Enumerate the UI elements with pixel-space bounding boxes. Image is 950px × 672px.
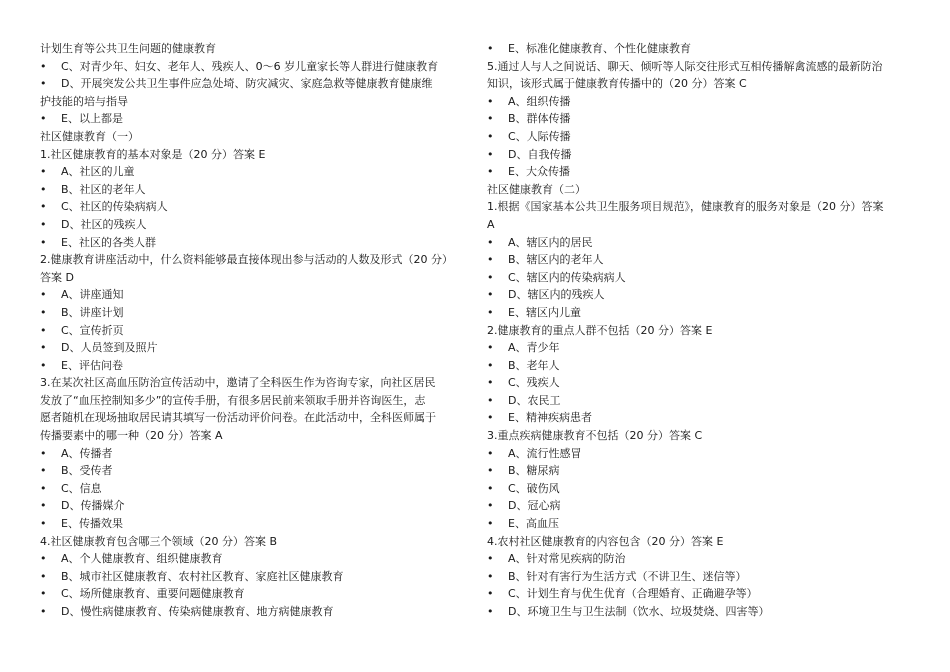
list-item-text: E、以上都是 [61, 112, 123, 126]
bullet-icon: • [487, 288, 494, 302]
bullet-icon: • [487, 253, 494, 267]
text-line: 2.健康教育的重点人群不包括（20 分）答案 E [487, 323, 713, 337]
list-item [487, 251, 915, 269]
list-item [40, 550, 465, 568]
list-item-text: A、组织传播 [508, 94, 571, 108]
list-item [40, 585, 465, 603]
list-item-text: E、社区的各类人群 [61, 235, 156, 249]
list-item [487, 409, 915, 427]
text-line: 计划生育等公共卫生问题的健康教育 [40, 42, 216, 55]
list-item-text: C、宣传折页 [61, 323, 124, 337]
list-item-text: B、针对有害行为生活方式（不讲卫生、迷信等） [508, 569, 747, 583]
bullet-icon: • [40, 464, 47, 478]
list-item-text: A、辖区内的居民 [508, 235, 593, 249]
bullet-icon: • [487, 569, 494, 583]
text-line: 3.重点疾病健康教育不包括（20 分）答案 C [487, 429, 703, 443]
list-item-text: B、群体传播 [508, 112, 571, 126]
bullet-icon: • [487, 517, 494, 531]
text-line: 发放了“血压控制知多少”的宣传手册，有很多居民前来领取手册并咨询医生，志 [40, 393, 426, 407]
list-item-text: B、讲座计划 [61, 305, 124, 319]
list-item [40, 497, 465, 515]
bullet-icon: • [487, 235, 494, 249]
bullet-icon: • [40, 569, 47, 583]
bullet-icon: • [487, 587, 494, 601]
list-item [487, 110, 915, 128]
bullet-icon: • [40, 552, 47, 566]
bullet-icon: • [40, 182, 47, 196]
list-item-text: A、流行性感冒 [508, 446, 582, 460]
list-item [40, 216, 465, 234]
bullet-icon: • [40, 165, 47, 179]
bullet-icon: • [40, 200, 47, 214]
bullet-icon: • [40, 323, 47, 337]
list-item-text: C、场所健康教育、重要问题健康教育 [61, 587, 245, 601]
list-item [487, 40, 915, 58]
text-line: 答案 D [40, 270, 74, 284]
list-item-text: C、辖区内的传染病病人 [508, 270, 626, 284]
list-item [487, 462, 915, 480]
list-item [487, 128, 915, 146]
list-item-text: C、破伤风 [508, 481, 560, 495]
list-item-text: D、社区的残疾人 [61, 217, 147, 231]
list-item [487, 603, 915, 621]
text-line: 3.在某次社区高血压防治宣传活动中，邀请了全科医生作为咨询专家，向社区居民 [40, 376, 436, 390]
text-line: 1.社区健康教育的基本对象是（20 分）答案 E [40, 147, 266, 161]
bullet-icon: • [40, 77, 47, 91]
list-item [487, 286, 915, 304]
list-item [40, 357, 465, 375]
list-item-text: D、慢性病健康教育、传染病健康教育、地方病健康教育 [61, 605, 334, 618]
list-item-text: E、评估问卷 [61, 358, 123, 372]
list-item [40, 445, 465, 463]
list-item [487, 392, 915, 410]
list-item-text: A、个人健康教育、组织健康教育 [61, 552, 223, 566]
list-item-text: E、标准化健康教育、个性化健康教育 [508, 42, 691, 55]
bullet-icon: • [40, 587, 47, 601]
list-item-text: D、环境卫生与卫生法制（饮水、垃圾焚烧、四害等） [508, 605, 770, 618]
list-item-text: B、糖尿病 [508, 464, 560, 478]
text-line: 社区健康教育（一） [40, 129, 139, 143]
left-column [40, 40, 465, 621]
bullet-icon: • [40, 446, 47, 460]
list-item [487, 515, 915, 533]
list-item-text: C、社区的传染病病人 [61, 200, 168, 214]
bullet-icon: • [40, 305, 47, 319]
bullet-icon: • [487, 393, 494, 407]
text-line: 1.根据《国家基本公共卫生服务项目规范》，健康教育的服务对象是（20 分）答案 [487, 200, 884, 214]
list-item-text: C、信息 [61, 481, 102, 495]
bullet-icon: • [487, 605, 494, 618]
list-item [487, 357, 915, 375]
right-column [487, 40, 915, 621]
list-item-text: C、计划生育与优生优育（合理婚育、正确避孕等） [508, 587, 758, 601]
list-item [40, 603, 465, 621]
list-item [487, 93, 915, 111]
bullet-icon: • [487, 446, 494, 460]
list-item-text: A、传播者 [61, 446, 113, 460]
list-item [40, 568, 465, 586]
list-item-text: C、残疾人 [508, 376, 560, 390]
bullet-icon: • [487, 358, 494, 372]
list-item [40, 75, 465, 93]
bullet-icon: • [487, 305, 494, 319]
list-item [487, 497, 915, 515]
list-item-text: C、对青少年、妇女、老年人、残疾人、0～6 岁儿童家长等人群进行健康教育 [61, 59, 439, 73]
list-item-text: E、辖区内儿童 [508, 305, 581, 319]
bullet-icon: • [487, 42, 494, 55]
list-item [487, 163, 915, 181]
bullet-icon: • [487, 411, 494, 425]
list-item [40, 322, 465, 340]
list-item [487, 339, 915, 357]
bullet-icon: • [40, 481, 47, 495]
list-item [487, 568, 915, 586]
list-item [487, 585, 915, 603]
bullet-icon: • [487, 499, 494, 513]
list-item-text: E、高血压 [508, 517, 559, 531]
list-item [487, 304, 915, 322]
list-item [40, 181, 465, 199]
text-line: 社区健康教育（二） [487, 182, 586, 196]
list-item [487, 480, 915, 498]
list-item-text: B、老年人 [508, 358, 560, 372]
list-item [487, 234, 915, 252]
bullet-icon: • [40, 358, 47, 372]
list-item-text: B、城市社区健康教育、农村社区教育、家庭社区健康教育 [61, 569, 344, 583]
bullet-icon: • [40, 235, 47, 249]
bullet-icon: • [40, 341, 47, 355]
list-item [40, 198, 465, 216]
list-item-text: A、青少年 [508, 341, 560, 355]
text-line: 愿者随机在现场抽取居民请其填写一份活动评价问卷。在此活动中，全科医师属于 [40, 411, 436, 425]
list-item [40, 234, 465, 252]
bullet-icon: • [40, 499, 47, 513]
bullet-icon: • [487, 552, 494, 566]
list-item [40, 286, 465, 304]
list-item [40, 515, 465, 533]
list-item-text: D、农民工 [508, 393, 561, 407]
list-item-text: E、精神疾病患者 [508, 411, 592, 425]
text-line: 知识，该形式属于健康教育传播中的（20 分）答案 C [487, 77, 747, 91]
list-item-text: D、人员签到及照片 [61, 341, 158, 355]
bullet-icon: • [40, 605, 47, 618]
bullet-icon: • [487, 376, 494, 390]
list-item [40, 110, 465, 128]
bullet-icon: • [487, 147, 494, 161]
list-item-text: A、社区的儿童 [61, 165, 135, 179]
text-line: 传播要素中的哪一种（20 分）答案 A [40, 429, 223, 443]
bullet-icon: • [487, 341, 494, 355]
bullet-icon: • [487, 270, 494, 284]
bullet-icon: • [487, 165, 494, 179]
list-item-text: A、讲座通知 [61, 288, 124, 302]
list-item-text: E、传播效果 [61, 517, 123, 531]
text-line: A [487, 217, 495, 231]
list-item-text: D、自我传播 [508, 147, 572, 161]
list-item-text: D、传播媒介 [61, 499, 125, 513]
list-item [40, 339, 465, 357]
bullet-icon: • [40, 112, 47, 126]
list-item [487, 146, 915, 164]
bullet-icon: • [40, 59, 47, 73]
list-item [487, 374, 915, 392]
text-line: 4.农村社区健康教育的内容包含（20 分）答案 E [487, 534, 724, 548]
text-line: 4.社区健康教育包含哪三个领域（20 分）答案 B [40, 534, 278, 548]
list-item-text: D、开展突发公共卫生事件应急处埼、防灾减灾、家庭急救等健康教育健康维 [61, 77, 433, 91]
list-item [487, 550, 915, 568]
bullet-icon: • [40, 217, 47, 231]
list-item [40, 304, 465, 322]
list-item [40, 462, 465, 480]
list-item [40, 480, 465, 498]
bullet-icon: • [487, 112, 494, 126]
bullet-icon: • [487, 129, 494, 143]
list-item-text: A、针对常见疾病的防治 [508, 552, 626, 566]
text-line: 5.通过人与人之间说话、聊天、倾听等人际交往形式互相传播解禽流感的最新防治 [487, 59, 883, 73]
text-line: 护技能的培与指导 [40, 94, 128, 108]
list-item [487, 445, 915, 463]
text-line: 2.健康教育讲座活动中，什么资料能够最直接体现出参与活动的人数及形式（20 分） [40, 253, 453, 267]
list-item-text: B、受传者 [61, 464, 113, 478]
list-item-text: B、辖区内的老年人 [508, 253, 604, 267]
bullet-icon: • [40, 517, 47, 531]
bullet-icon: • [487, 481, 494, 495]
list-item-text: D、冠心病 [508, 499, 561, 513]
list-item [487, 269, 915, 287]
list-item [40, 58, 465, 76]
bullet-icon: • [487, 94, 494, 108]
bullet-icon: • [40, 288, 47, 302]
list-item-text: D、辖区内的残疾人 [508, 288, 605, 302]
list-item-text: C、人际传播 [508, 129, 571, 143]
list-item-text: E、大众传播 [508, 165, 570, 179]
list-item [40, 163, 465, 181]
bullet-icon: • [487, 464, 494, 478]
list-item-text: B、社区的老年人 [61, 182, 146, 196]
